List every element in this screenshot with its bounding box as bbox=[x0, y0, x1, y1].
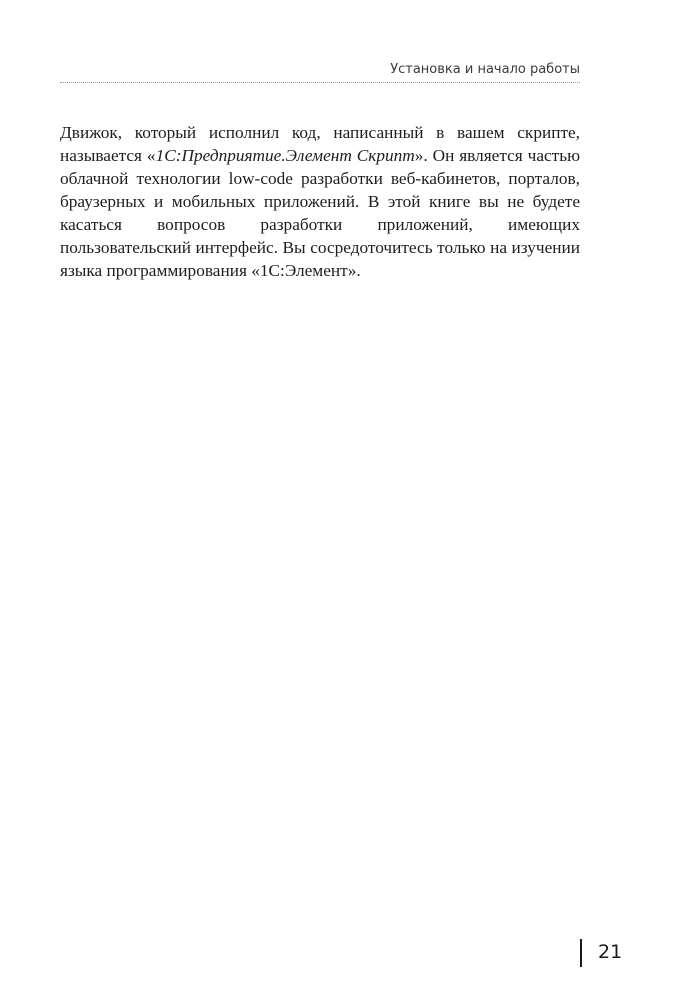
paragraph-tail-text: ». Он является частью облачной технологии low-code разработки веб-кабинетов, порталов, браузерных и мобильных приложений. В этой книге вы не будете касаться вопросов разработки приложений, имеющих пользовательский интерфейс. Вы сосредоточитесь только на изучении языка программирования «1С:Элемент». bbox=[60, 146, 581, 280]
header-rule bbox=[60, 82, 580, 83]
running-header: Установка и начало работы bbox=[390, 62, 580, 77]
page-number: 21 bbox=[598, 941, 623, 963]
product-name-italic: 1С:Предприятие.Элемент Скрипт bbox=[155, 146, 415, 165]
paragraph-lead-text: Движок, который исполнил код, написанный в вашем скрипте, называется « bbox=[60, 123, 580, 165]
page-number-bar bbox=[580, 939, 582, 967]
body-paragraph bbox=[60, 121, 580, 282]
